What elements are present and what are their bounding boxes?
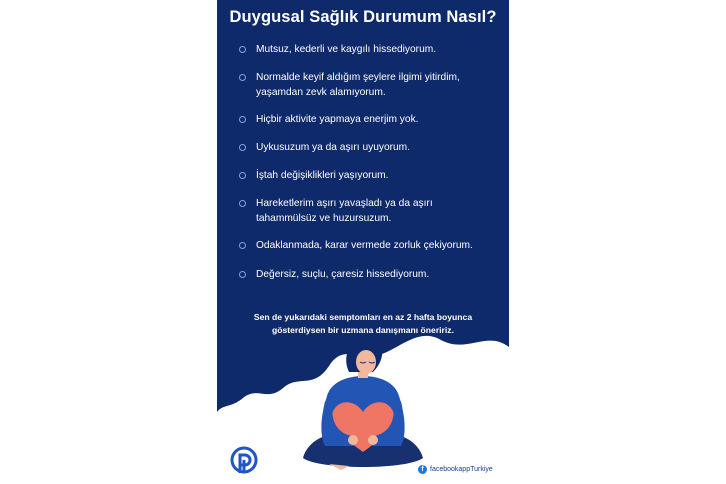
list-item-text: Odaklanmada, karar vermede zorluk çekiyorum. — [256, 240, 473, 251]
poster — [217, 0, 509, 484]
list-item-text: Hareketlerim aşırı yavaşladı ya da aşırı tahammülsüz ve huzursuzum. — [256, 198, 433, 224]
list-item-text: Değersiz, suçlu, çaresiz hissediyorum. — [256, 269, 430, 280]
list-item-text: Normalde keyif aldığım şeylere ilgimi yitirdim, yaşamdan zevk alamıyorum. — [256, 72, 460, 98]
advice-note: Sen de yukarıdaki semptomları en az 2 hafta boyunca gösterdiysen bir uzmana danışmanı öneririz. — [253, 312, 473, 335]
page-title: Duygusal Sağlık Durumum Nasıl? — [229, 8, 497, 26]
list-item-text: Hiçbir aktivite yapmaya enerjim yok. — [256, 114, 419, 125]
social-handle — [418, 465, 493, 474]
list-item-text: Mutsuz, kederli ve kaygılı hissediyorum. — [256, 44, 437, 55]
social-handle-text: facebookappTurkiye — [430, 466, 493, 473]
person-hugging-heart-illustration — [217, 0, 509, 484]
facebook-icon: f — [418, 465, 427, 474]
brand-logo-icon — [230, 446, 258, 476]
list-item-text: İştah değişiklikleri yaşıyorum. — [256, 170, 389, 181]
list-item-text: Uykusuzum ya da aşırı uyuyorum. — [256, 142, 411, 153]
